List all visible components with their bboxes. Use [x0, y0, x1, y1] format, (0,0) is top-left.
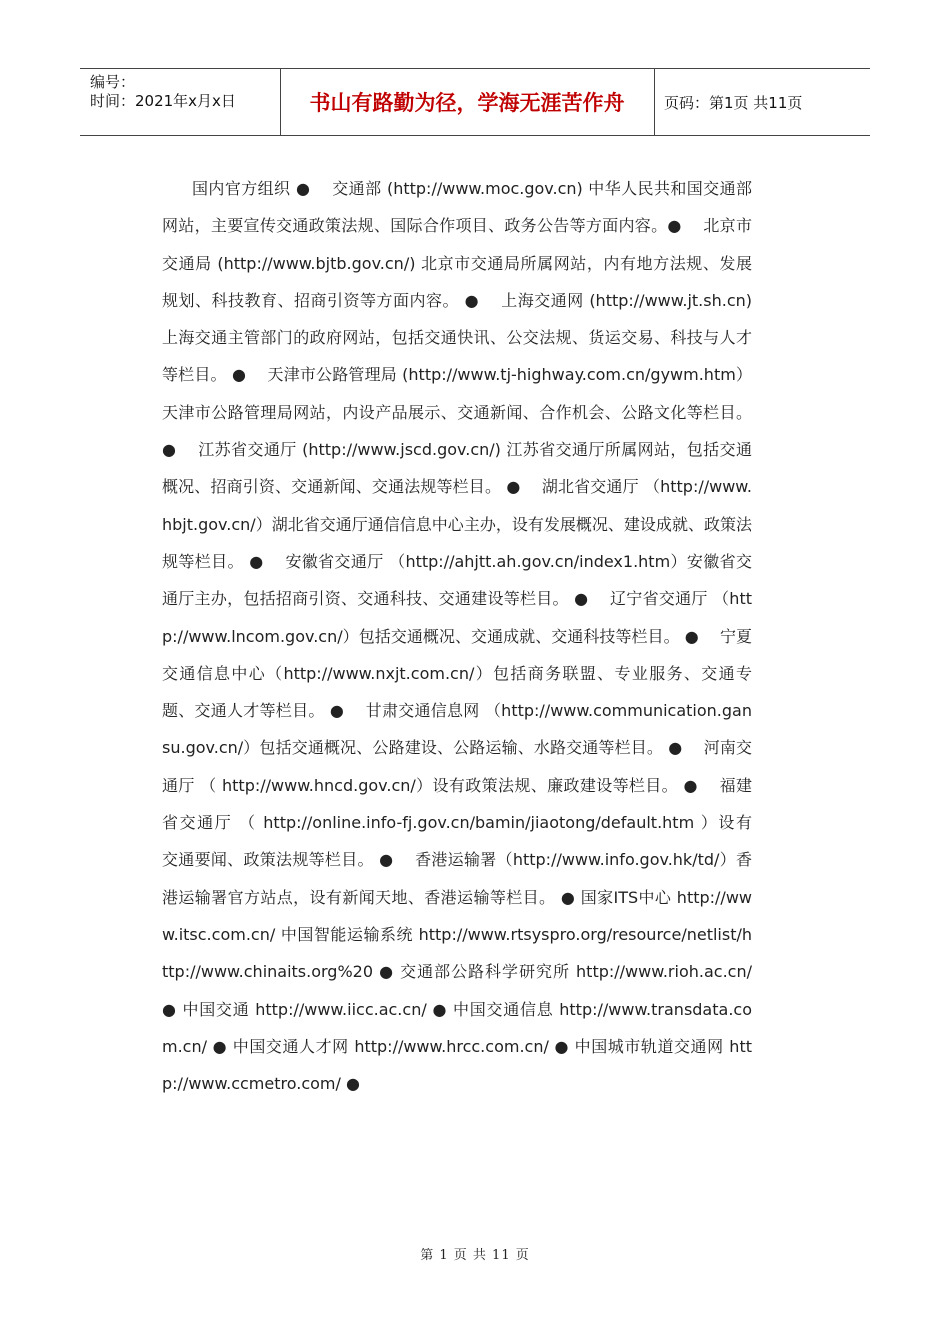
header-divider: [654, 69, 655, 135]
header-meta: [90, 73, 236, 111]
document-number-label: 编号：: [90, 73, 136, 91]
page-footer: 第 1 页 共 11 页: [420, 1248, 530, 1263]
header-page-number: 页码：第1页 共11页: [664, 93, 803, 112]
page-header: [80, 68, 870, 136]
document-date-label: 时间：2021年x月x日: [90, 92, 236, 110]
header-motto: 书山有路勤为径，学海无涯苦作舟: [309, 91, 625, 115]
body-paragraph: 国内官方组织 ● 交通部 (http://www.moc.gov.cn) 中华人民共和国交通部网站，主要宣传交通政策法规、国际合作项目、政务公告等方面内容。● 北京市交通局 (http://www.bjtb.gov.cn/) 北京市交通局所属网站，内有地方法规、发展规划、科技教育、招商引资等方面内容。 ● 上海交通网 (http://www.jt.sh.cn) 上海交通主管部门的政府网站，包括交通快讯、公交法规、货运交易、科技与人才等栏目。 ● 天津市公路管理局 (http://www.tj-highway.com.cn/gywm.htm）天津市公路管理局网站，内设产品展示、交通新闻、合作机会、公路文化等栏目。 ● 江苏省交通厅 (http://www.jscd.gov.cn/) 江苏省交通厅所属网站，包括交通概况、招商引资、交通新闻、交通法规等栏目。 ● 湖北省交通厅 （http://www.hbjt.gov.cn/）湖北省交通厅通信信息中心主办，设有发展概况、建设成就、政策法规等栏目。 ● 安徽省交通厅 （http://ahjtt.ah.gov.cn/index1.htm）安徽省交通厅主办，包括招商引资、交通科技、交通建设等栏目。 ● 辽宁省交通厅 （http://www.lncom.gov.cn/）包括交通概况、交通成就、交通科技等栏目。 ● 宁夏交通信息中心（http://www.nxjt.com.cn/）包括商务联盟、专业服务、交通专题、交通人才等栏目。 ● 甘肃交通信息网 （http://www.communication.gansu.gov.cn/）包括交通概况、公路建设、公路运输、水路交通等栏目。 ● 河南交通厅 （ http://www.hncd.gov.cn/）设有政策法规、廉政建设等栏目。 ● 福建省交通厅 （ http://online.info-fj.gov.cn/bamin/jiaotong/default.htm ）设有交通要闻、政策法规等栏目。 ● 香港运输署（http://www.info.gov.hk/td/）香港运输署官方站点，设有新闻天地、香港运输等栏目。 ● 国家ITS中心 http://www.itsc.com.cn/ 中国智能运输系统 http://www.rtsyspro.org/resource/netlist/http://www.chinaits.org%20 ● 交通部公路科学研究所 http://www.rioh.ac.cn/ ● 中国交通 http://www.iicc.ac.cn/ ● 中国交通信息 http://www.transdata.com.cn/ ● 中国交通人才网 http://www.hrcc.com.cn/ ● 中国城市轨道交通网 http://www.ccmetro.com/ ●: [162, 179, 752, 1094]
